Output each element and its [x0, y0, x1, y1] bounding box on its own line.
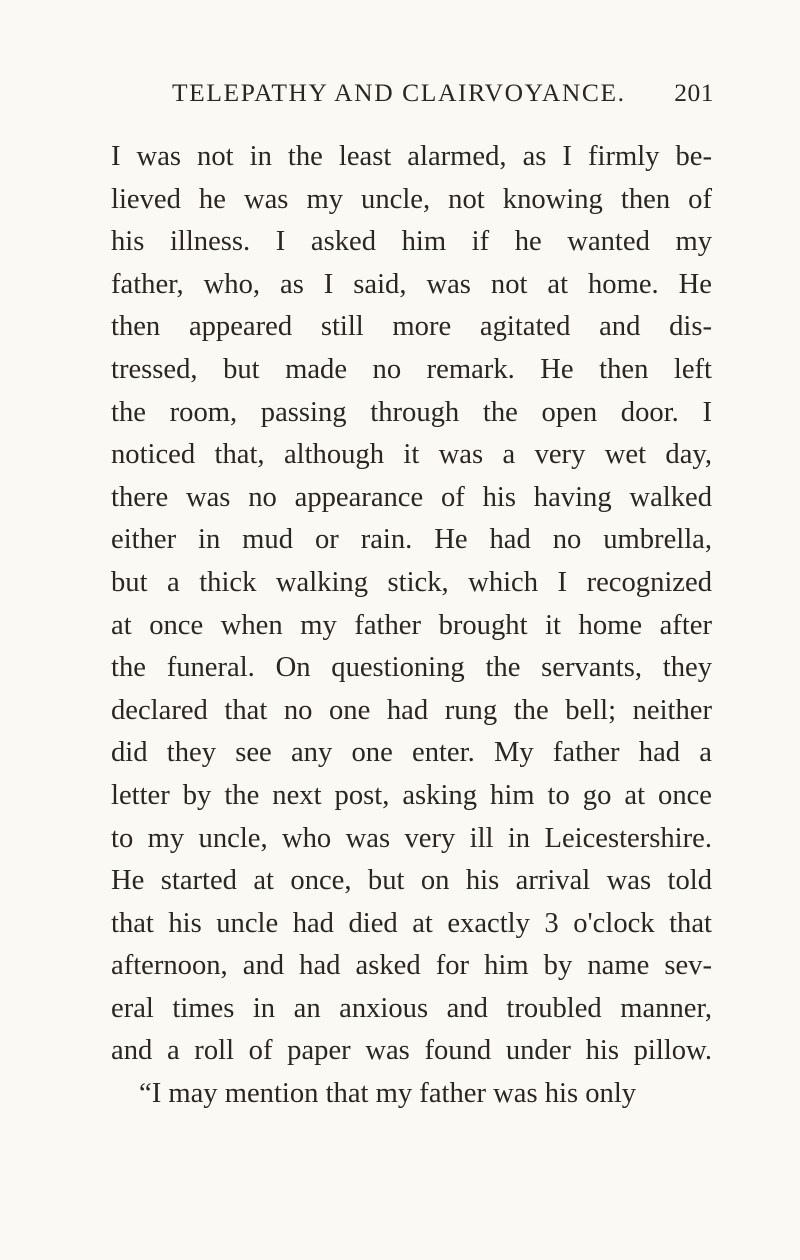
text-line: father, who, as I said, was not at home. He [111, 268, 712, 300]
text-line: eral times in an anxious and troubled manner, [111, 992, 712, 1024]
text-line: letter by the next post, asking him to go at once [111, 779, 712, 811]
text-line: that his uncle had died at exactly 3 o'clock that [111, 907, 712, 939]
text-line: “I may mention that my father was his only [139, 1078, 637, 1110]
page-number: 201 [674, 78, 714, 107]
text-line: but a thick walking stick, which I recognized [111, 566, 712, 598]
text-line: declared that no one had rung the bell; neither [111, 694, 712, 726]
text-line: I was not in the least alarmed, as I firmly be- [111, 141, 712, 172]
text-line: the room, passing through the open door. I [111, 396, 712, 428]
text-line: He started at once, but on his arrival was told [111, 865, 712, 897]
text-line: there was no appearance of his having walked [111, 481, 712, 513]
text-line: did they see any one enter. My father had a [111, 737, 712, 769]
text-line: the funeral. On questioning the servants, they [111, 652, 712, 684]
body-text [111, 136, 712, 1116]
text-line: at once when my father brought it home after [111, 609, 712, 641]
text-line: his illness. I asked him if he wanted my [111, 226, 712, 258]
running-head-title: TELEPATHY AND CLAIRVOYANCE. [172, 78, 626, 107]
text-line: noticed that, although it was a very wet day, [111, 439, 712, 471]
text-line: tressed, but made no remark. He then left [111, 353, 712, 385]
text-line: and a roll of paper was found under his pillow. [111, 1035, 712, 1067]
text-line: then appeared still more agitated and dis- [111, 311, 712, 343]
text-line: lieved he was my uncle, not knowing then of [111, 183, 712, 215]
text-line: afternoon, and had asked for him by name sev- [111, 950, 712, 982]
text-line: either in mud or rain. He had no umbrella, [111, 524, 712, 556]
running-head [172, 78, 714, 112]
text-line: to my uncle, who was very ill in Leicestershire. [111, 822, 712, 854]
